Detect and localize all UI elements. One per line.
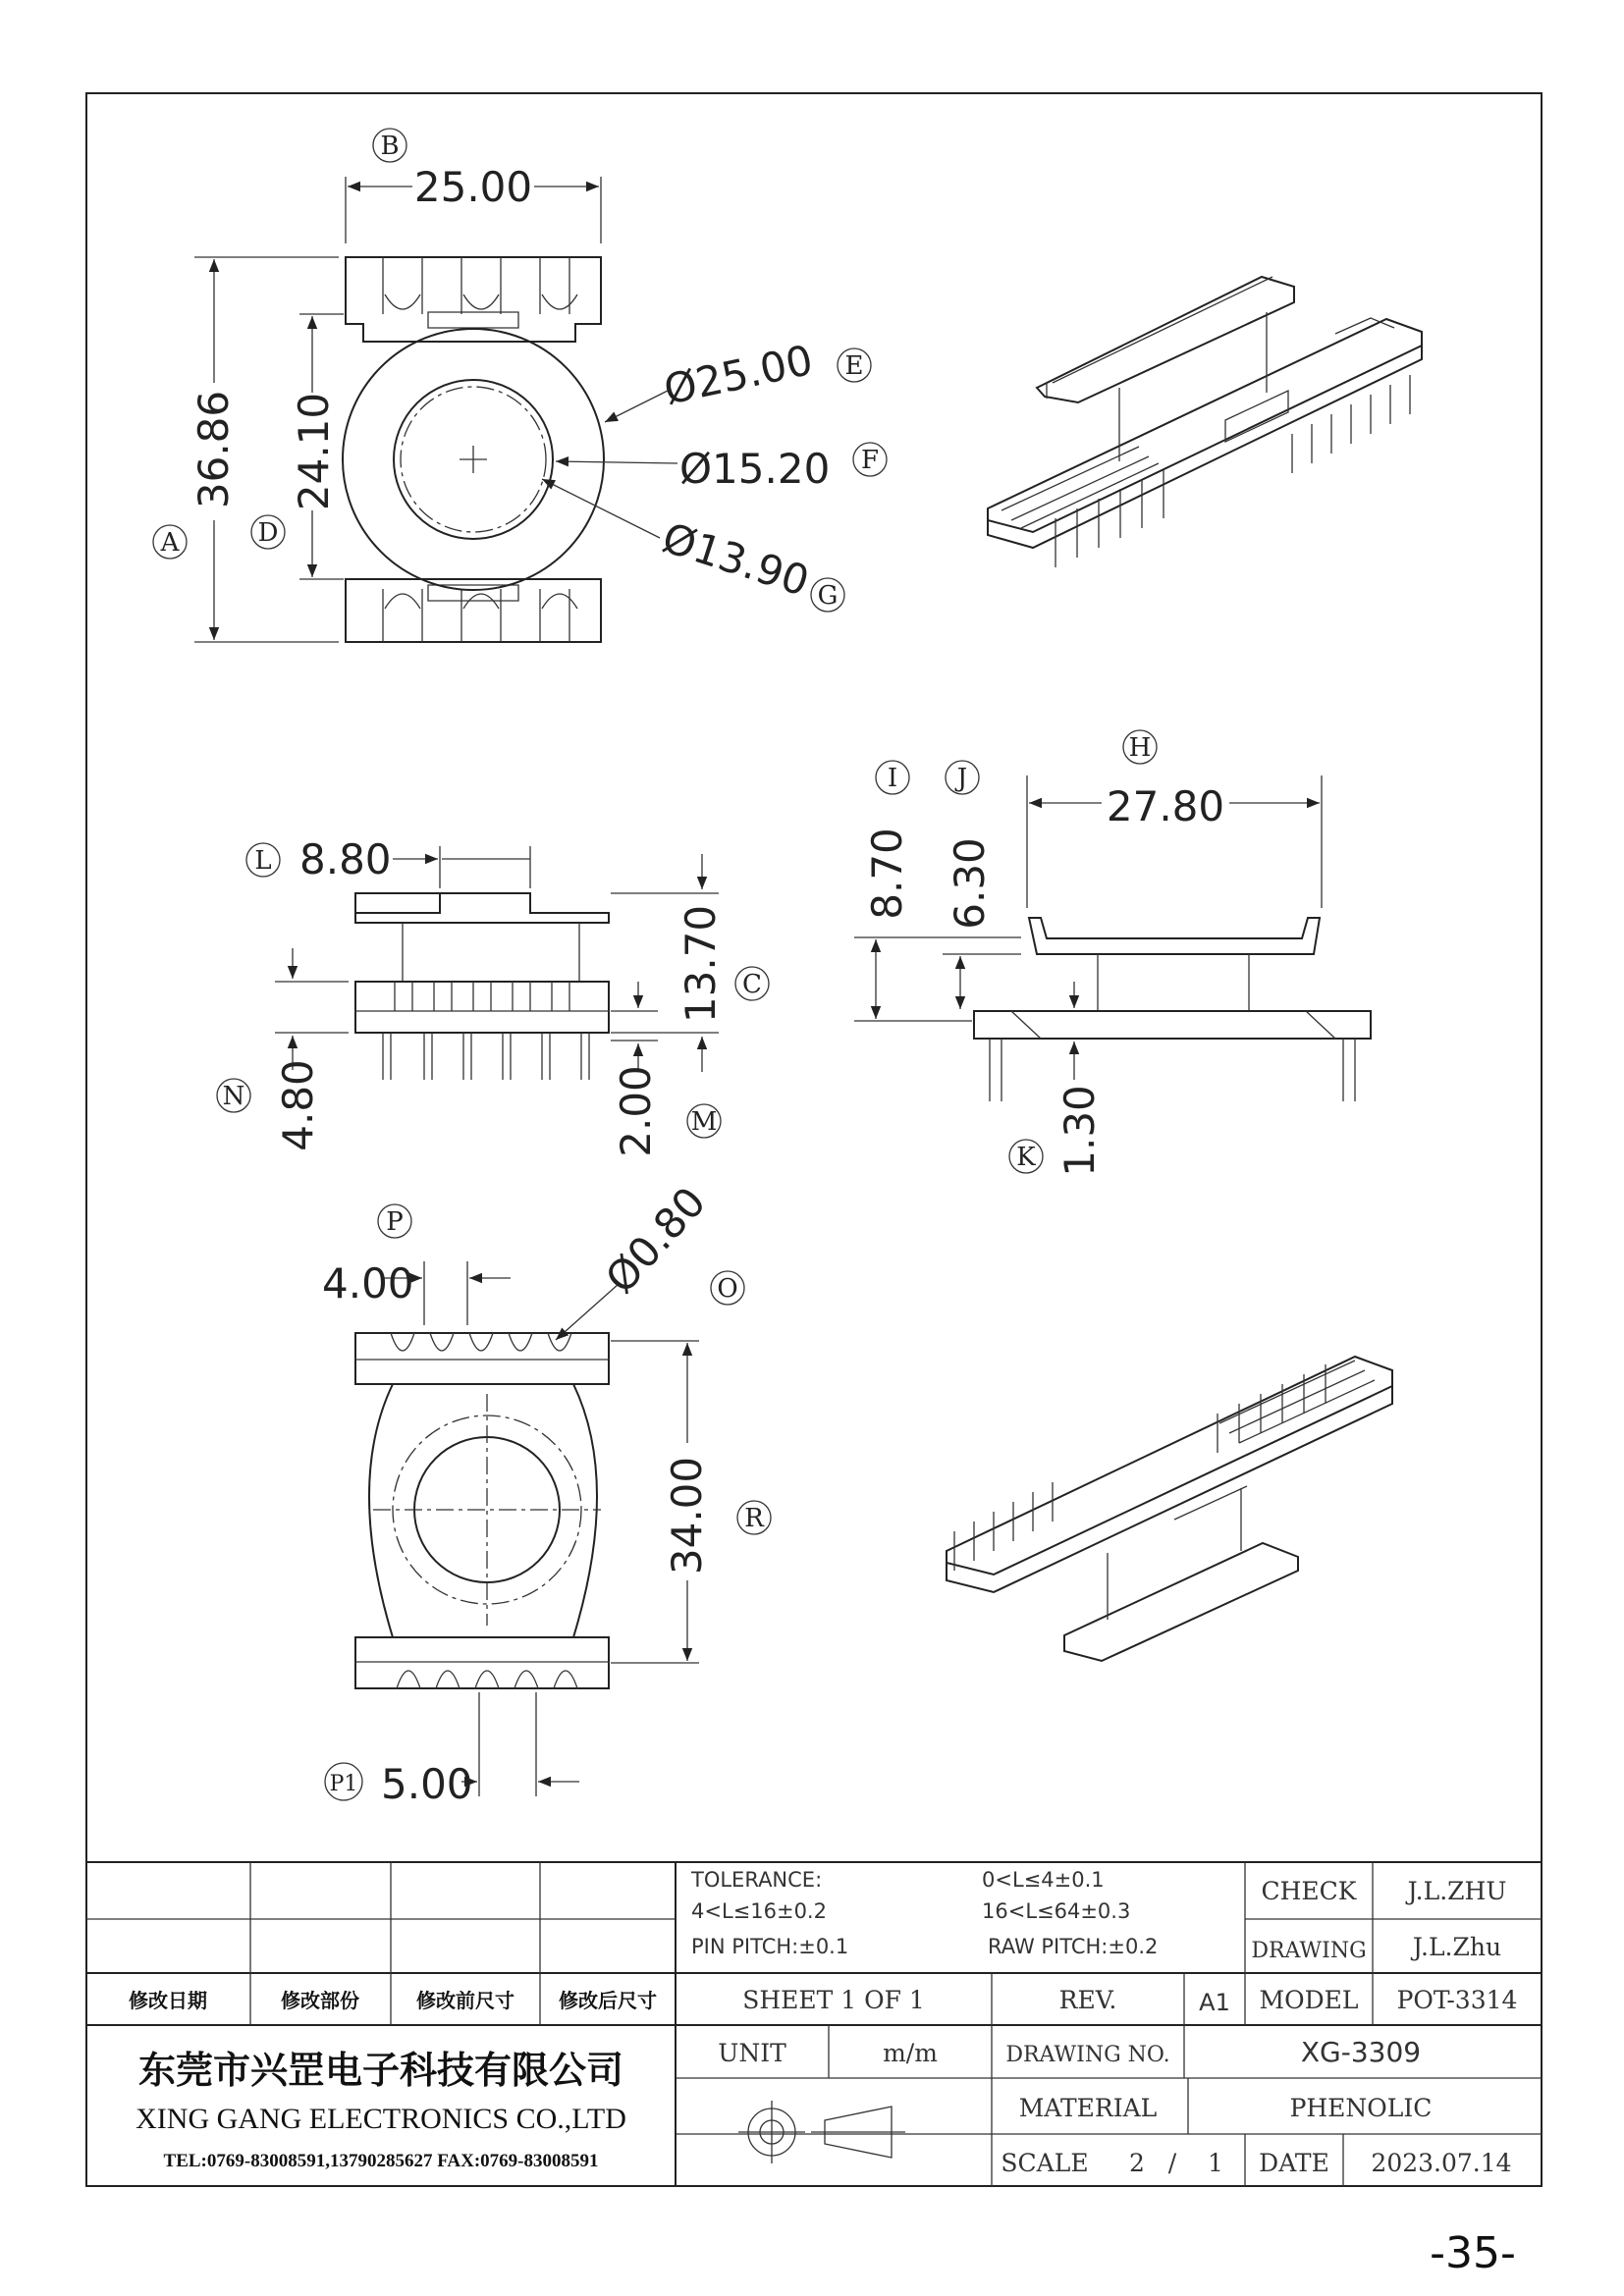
dim-a-value: 36.86 xyxy=(189,390,238,509)
sheet-count: SHEET 1 OF 1 xyxy=(742,1986,925,2014)
pin-pitch: PIN PITCH:±0.1 xyxy=(691,1935,849,1958)
raw-pitch: RAW PITCH:±0.2 xyxy=(988,1935,1159,1958)
callout-k: K xyxy=(1016,1143,1036,1172)
dim-g-value: Ø13.90 xyxy=(656,512,815,606)
title-block xyxy=(86,1862,1542,2186)
bottom-view xyxy=(322,1178,771,1808)
dim-j-value: 6.30 xyxy=(946,837,994,930)
date-label: DATE xyxy=(1259,2149,1329,2177)
dim-e-value: Ø25.00 xyxy=(659,335,818,414)
isometric-view-bottom xyxy=(947,1357,1392,1661)
tolerance-range-1: 0<L≤4±0.1 xyxy=(982,1868,1105,1892)
rev-label: REV. xyxy=(1058,1986,1117,2014)
rev-date-label: 修改日期 xyxy=(129,1989,207,2012)
callout-r: R xyxy=(744,1504,764,1533)
dim-r-value: 34.00 xyxy=(663,1456,711,1575)
material-value: PHENOLIC xyxy=(1289,2094,1433,2122)
tolerance-label: TOLERANCE: xyxy=(691,1868,823,1892)
callout-d: D xyxy=(257,518,279,548)
dim-o-value: Ø0.80 xyxy=(596,1177,716,1303)
tolerance-range-3: 16<L≤64±0.3 xyxy=(982,1899,1131,1923)
scale-separator: / xyxy=(1167,2149,1177,2177)
dim-h-value: 27.80 xyxy=(1106,782,1225,830)
callout-m: M xyxy=(690,1107,718,1137)
rev-after-label: 修改后尺寸 xyxy=(559,1989,657,2012)
callout-n: N xyxy=(222,1082,245,1111)
rev-before-label: 修改前尺寸 xyxy=(416,1989,514,2012)
projection-symbol-icon xyxy=(738,2101,905,2163)
drawing-no-value: XG-3309 xyxy=(1300,2036,1422,2068)
callout-l: L xyxy=(254,846,272,876)
check-value: J.L.ZHU xyxy=(1407,1877,1507,1905)
drawing-label: DRAWING xyxy=(1251,1939,1367,1963)
company-name-cn: 东莞市兴罡电子科技有限公司 xyxy=(137,2049,624,2092)
callout-b: B xyxy=(380,132,400,161)
callout-f: F xyxy=(860,446,880,475)
dim-p-value: 4.00 xyxy=(322,1259,414,1308)
drawing-no-label: DRAWING NO. xyxy=(1005,2043,1170,2067)
unit-label: UNIT xyxy=(718,2039,786,2067)
callout-p: P xyxy=(386,1207,404,1237)
callout-c: C xyxy=(742,970,762,999)
drawing-value: J.L.Zhu xyxy=(1412,1933,1502,1961)
scale-numerator: 2 xyxy=(1129,2149,1145,2177)
callout-e: E xyxy=(844,351,864,381)
dim-b-value: 25.00 xyxy=(413,163,533,211)
callout-j: J xyxy=(956,764,968,793)
dim-l-value: 8.80 xyxy=(299,835,392,883)
callout-a: A xyxy=(160,528,180,558)
front-view xyxy=(217,835,769,1157)
callout-o: O xyxy=(717,1274,738,1304)
callout-h: H xyxy=(1128,733,1152,763)
top-view xyxy=(153,129,887,642)
dim-p1-value: 5.00 xyxy=(381,1760,473,1808)
dim-n-value: 4.80 xyxy=(274,1059,322,1151)
company-name-en: XING GANG ELECTRONICS CO.,LTD xyxy=(135,2103,626,2135)
scale-label: SCALE xyxy=(1001,2149,1089,2177)
model-label: MODEL xyxy=(1259,1986,1359,2014)
page-number: -35- xyxy=(1430,2228,1516,2278)
callout-p1: P1 xyxy=(329,1772,358,1796)
scale-denominator: 1 xyxy=(1208,2149,1223,2177)
unit-value: m/m xyxy=(883,2039,938,2067)
dim-k-value: 1.30 xyxy=(1056,1085,1104,1177)
dim-d-value: 24.10 xyxy=(290,392,338,511)
material-label: MATERIAL xyxy=(1018,2094,1158,2122)
model-value: POT-3314 xyxy=(1396,1986,1518,2014)
callout-g: G xyxy=(817,581,839,611)
dim-i-value: 8.70 xyxy=(863,828,911,920)
callout-i: I xyxy=(887,764,898,793)
side-view xyxy=(854,730,1371,1177)
company-contact: TEL:0769-83008591,13790285627 FAX:0769-83008591 xyxy=(163,2151,599,2171)
check-label: CHECK xyxy=(1261,1877,1357,1905)
tolerance-range-2: 4<L≤16±0.2 xyxy=(691,1899,827,1923)
dim-m-value: 2.00 xyxy=(612,1065,660,1157)
isometric-view-top xyxy=(988,277,1422,567)
date-value: 2023.07.14 xyxy=(1371,2149,1512,2177)
rev-part-label: 修改部份 xyxy=(281,1989,359,2012)
rev-value: A1 xyxy=(1199,1989,1230,2016)
dim-f-value: Ø15.20 xyxy=(679,445,831,493)
dim-c-value: 13.70 xyxy=(677,904,725,1024)
